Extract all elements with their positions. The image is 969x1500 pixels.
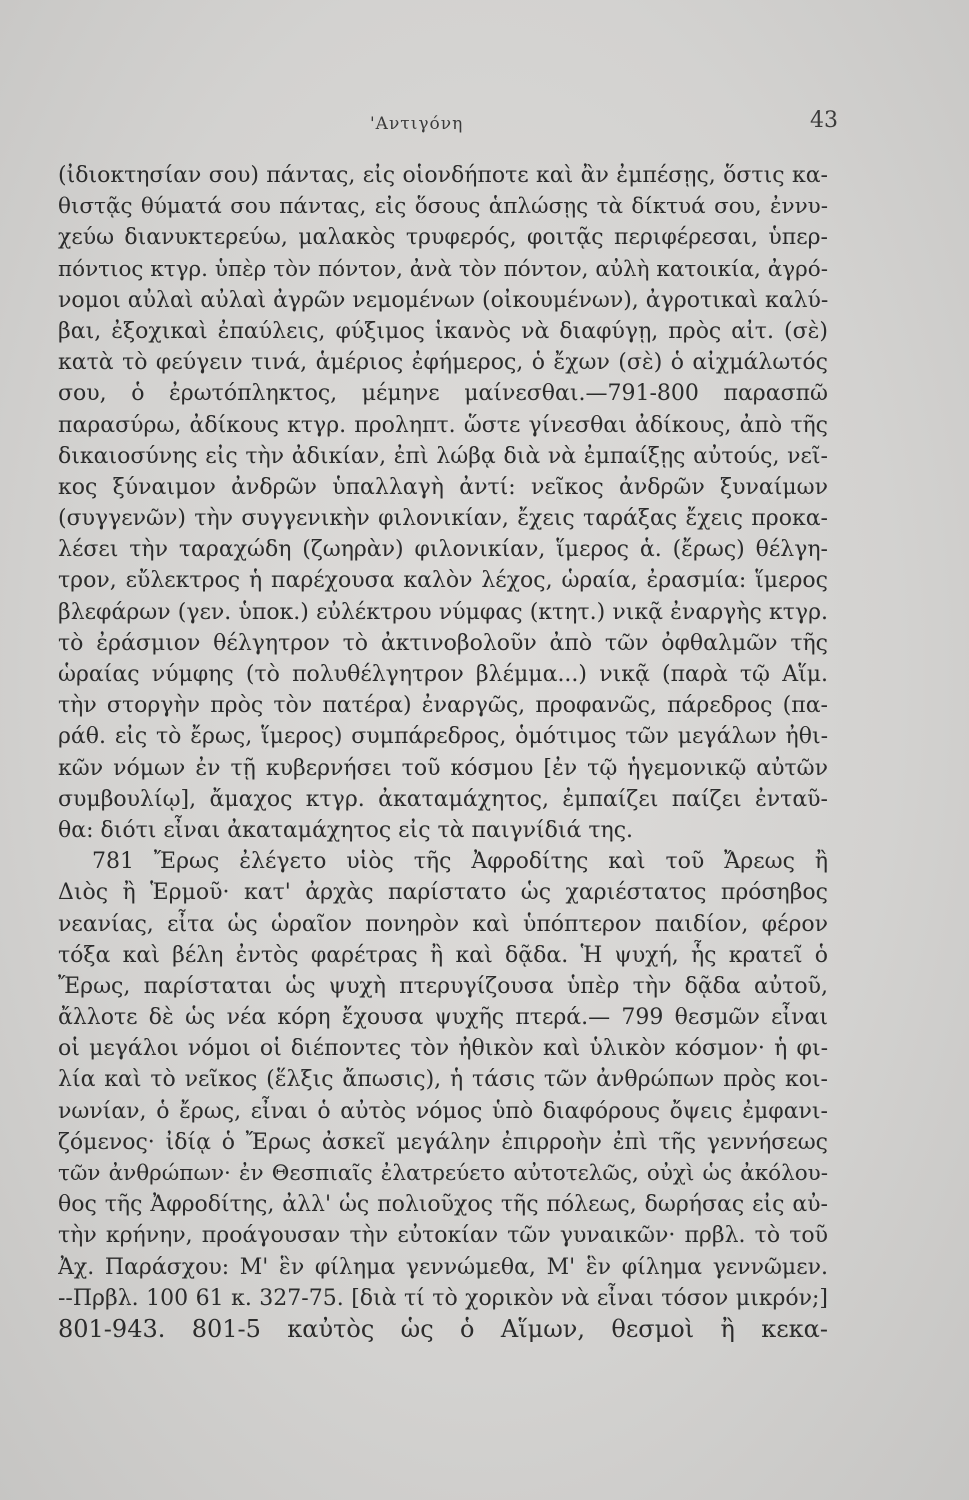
text-line: σου, ὁ ἐρωτόπληκτος, μέμηνε μαίνεσθαι.—791-800 παρασπῶ bbox=[58, 381, 828, 407]
text-line: κατὰ τὸ φεύγειν τινά, ἁμέριος ἐφήμερος, ὁ ἔχων (σὲ) ὁ αἰχμάλωτός bbox=[58, 350, 828, 376]
text-line: πόντιος κτγρ. ὑπὲρ τὸν πόντον, ἀνὰ τὸν πόντον, αὐλὴ κατοικία, ἀγρό- bbox=[58, 256, 828, 282]
text-line: θος τῆς Ἀφροδίτης, ἀλλ' ὡς πολιοῦχος τῆς πόλεως, δωρήσας εἰς αὐ- bbox=[58, 1192, 828, 1218]
text-line: οἱ μεγάλοι νόμοι οἱ διέποντες τὸν ἠθικὸν καὶ ὑλικὸν κόσμον· ἡ φι- bbox=[58, 1036, 828, 1062]
text-line: δικαιοσύνης εἰς τὴν ἀδικίαν, ἐπὶ λώβᾳ διὰ νὰ ἐμπαίξῃς αὐτούς, νεῖ- bbox=[58, 443, 828, 469]
text-line: τόξα καὶ βέλη ἐντὸς φαρέτρας ἢ καὶ δᾷδα. Ἡ ψυχή, ἧς κρατεῖ ὁ bbox=[58, 942, 828, 968]
page-number: 43 bbox=[810, 108, 838, 133]
text-line: νομοι αὐλαὶ αὐλαὶ ἀγρῶν νεμομένων (οἰκουμένων), ἀγροτικαὶ καλύ- bbox=[58, 287, 828, 313]
text-line: λέσει τὴν ταραχώδη (ζωηρὰν) φιλονικίαν, ἵμερος ἁ. (ἔρως) θέλγη- bbox=[58, 537, 828, 563]
text-line: βλεφάρων (γεν. ὑποκ.) εὐλέκτρου νύμφας (κτητ.) νικᾷ ἐναργὴς κτγρ. bbox=[58, 599, 828, 625]
text-line: τρον, εὔλεκτρος ἡ παρέχουσα καλὸν λέχος, ὡραία, ἐρασμία: ἵμερος bbox=[58, 568, 828, 594]
text-line: νεανίας, εἶτα ὡς ὡραῖον πονηρὸν καὶ ὑπόπτερον παιδίον, φέρον bbox=[58, 911, 828, 937]
text-line: κῶν νόμων ἐν τῇ κυβερνήσει τοῦ κόσμου [ἐν τῷ ἡγεμονικῷ αὐτῶν bbox=[58, 755, 828, 781]
text-line: Ἔρως, παρίσταται ὡς ψυχὴ πτερυγίζουσα ὑπὲρ τὴν δᾷδα αὐτοῦ, bbox=[58, 973, 828, 999]
commentary-text bbox=[58, 160, 828, 1345]
text-line: 801-943. 801-5 καὐτὸς ὡς ὁ Αἵμων, θεσμοὶ ἢ κεκα- bbox=[58, 1314, 828, 1343]
text-line: ὡραίας νύμφης (τὸ πολυθέλγητρον βλέμμα...) νικᾷ (παρὰ τῷ Αἵμ. bbox=[58, 662, 828, 687]
text-line: (ἰδιοκτησίαν σου) πάντας, εἰς οἱονδήποτε καὶ ἂν ἐμπέσῃς, ὅστις κα- bbox=[58, 163, 828, 188]
running-title: 'Αντιγόνη bbox=[370, 114, 464, 134]
text-line: τῶν ἀνθρώπων· ἐν Θεσπιαῖς ἐλατρεύετο αὐτοτελῶς, οὐχὶ ὡς ἀκόλου- bbox=[58, 1161, 828, 1186]
text-line: Ἀχ. Παράσχου: Μ' ἓν φίλημα γεννώμεθα, Μ' ἓν φίλημα γεννῶμεν. bbox=[58, 1254, 828, 1280]
text-line: τὴν στοργὴν πρὸς τὸν πατέρα) ἐναργῶς, προφανῶς, πάρεδρος (πα- bbox=[58, 693, 828, 719]
text-line: χεύω διανυκτερεύω, μαλακὸς τρυφερός, φοιτᾷς περιφέρεσαι, ὑπερ- bbox=[58, 225, 828, 251]
text-line: τὸ ἐράσμιον θέλγητρον τὸ ἀκτινοβολοῦν ἀπὸ τῶν ὀφθαλμῶν τῆς bbox=[58, 630, 828, 656]
text-line: Διὸς ἢ Ἑρμοῦ· κατ' ἀρχὰς παρίστατο ὡς χαριέστατος πρόσηβος bbox=[58, 880, 828, 906]
text-line: παρασύρω, ἀδίκους κτγρ. προληπτ. ὥστε γίνεσθαι ἀδίκους, ἀπὸ τῆς bbox=[58, 412, 828, 438]
text-line: θα: διότι εἶναι ἀκαταμάχητος εἰς τὰ παιγνίδιά της. bbox=[58, 817, 634, 843]
text-line: βαι, ἐξοχικαὶ ἐπαύλεις, φύξιμος ἱκανὸς νὰ διαφύγῃ, πρὸς αἰτ. (σὲ) bbox=[58, 318, 828, 344]
text-line: θιστᾷς θύματά σου πάντας, εἰς ὅσους ἁπλώσῃς τὰ δίκτυά σου, ἐννυ- bbox=[58, 194, 828, 220]
text-line: 781 Ἔρως ἐλέγετο υἱὸς τῆς Ἀφροδίτης καὶ τοῦ Ἄρεως ἢ bbox=[92, 849, 828, 875]
text-line: (συγγενῶν) τὴν συγγενικὴν φιλονικίαν, ἔχεις ταράξας ἔχεις προκα- bbox=[58, 506, 828, 532]
text-line: νωνίαν, ὁ ἔρως, εἶναι ὁ αὐτὸς νόμος ὑπὸ διαφόρους ὄψεις ἐμφανι- bbox=[58, 1098, 828, 1124]
text-line: ζόμενος· ἰδίᾳ ὁ Ἔρως ἀσκεῖ μεγάλην ἐπιρροὴν ἐπὶ τῆς γεννήσεως bbox=[58, 1129, 828, 1155]
text-line: ἄλλοτε δὲ ὡς νέα κόρη ἔχουσα ψυχῆς πτερά.— 799 θεσμῶν εἶναι bbox=[58, 1005, 828, 1031]
text-line: ράθ. εἰς τὸ ἔρως, ἵμερος) συμπάρεδρος, ὁμότιμος τῶν μεγάλων ἠθι- bbox=[58, 724, 828, 750]
text-line: τὴν κρήνην, προάγουσαν τὴν εὐτοκίαν τῶν γυναικῶν· πρβλ. τὸ τοῦ bbox=[58, 1223, 828, 1249]
page-header bbox=[60, 108, 840, 148]
text-line: συμβουλίῳ], ἄμαχος κτγρ. ἀκαταμάχητος, ἐμπαίζει παίζει ἐνταῦ- bbox=[58, 786, 828, 812]
text-line: κος ξύναιμον ἀνδρῶν ὑπαλλαγὴ ἀντί: νεῖκος ἀνδρῶν ξυναίμων bbox=[58, 474, 828, 500]
text-line: λία καὶ τὸ νεῖκος (ἕλξις ἄπωσις), ἡ τάσις τῶν ἀνθρώπων πρὸς κοι- bbox=[58, 1067, 828, 1093]
text-line: --Πρβλ. 100 61 κ. 327-75. [διὰ τί τὸ χορικὸν νὰ εἶναι τόσον μικρόν;] bbox=[58, 1285, 828, 1311]
